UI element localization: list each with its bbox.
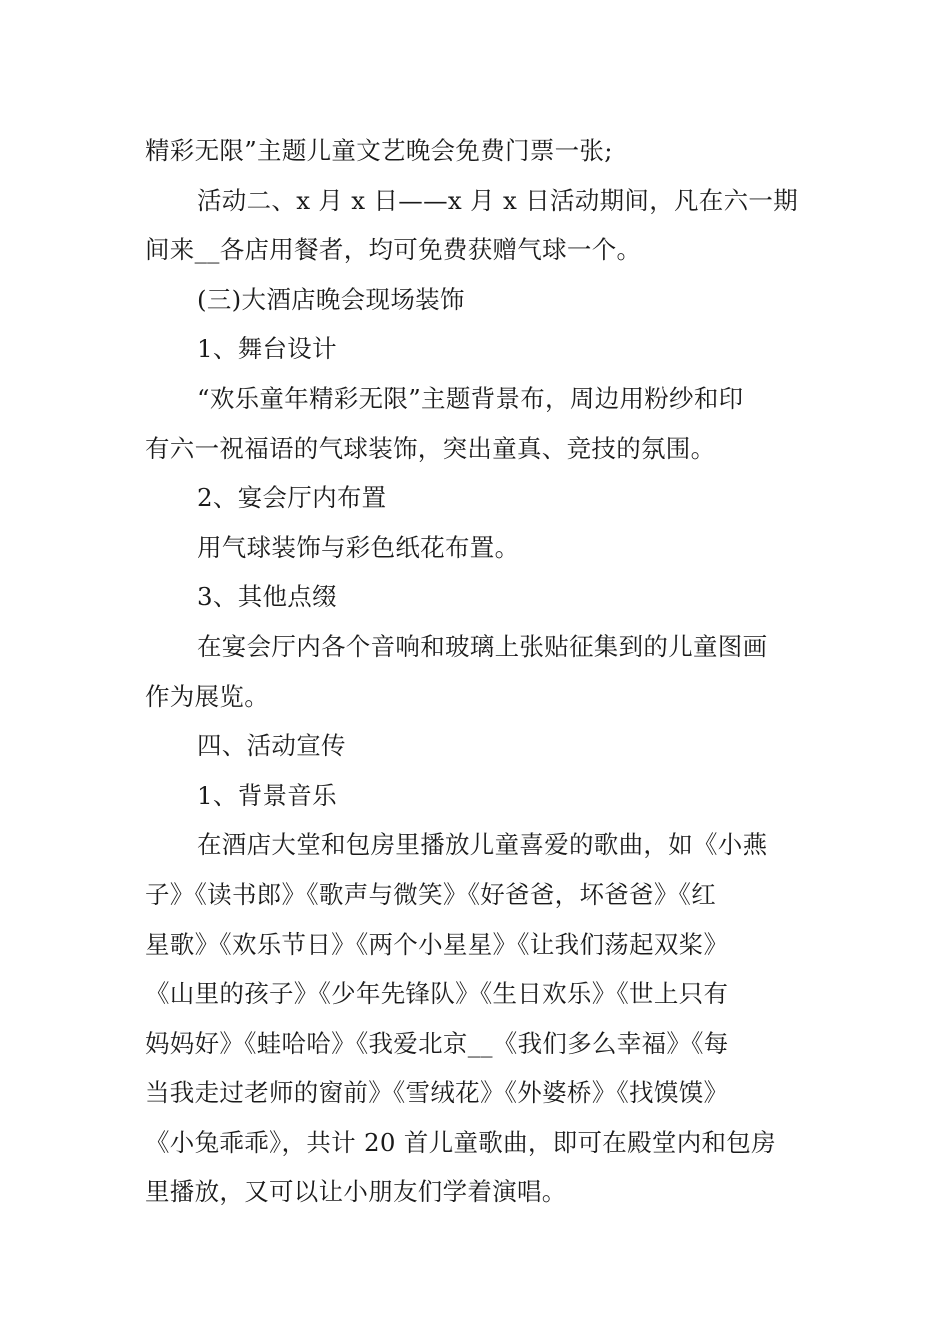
- text-line: 间来__各店用餐者，均可免费获赠气球一个。: [145, 235, 642, 265]
- text-line: 精彩无限”主题儿童文艺晚会免费门票一张;: [145, 136, 613, 165]
- text-line: 活动二、x 月 x 日——x 月 x 日活动期间，凡在六一期: [197, 185, 798, 215]
- body-text: [145, 126, 810, 1217]
- text-line: 子》《读书郎》《歌声与微笑》《好爸爸，坏爸爸》《红: [145, 879, 716, 909]
- subheading: 1、舞台设计: [197, 334, 337, 364]
- subheading: 1、背景音乐: [197, 780, 337, 810]
- subheading: 2、宴会厅内布置: [197, 483, 387, 513]
- text-line: 里播放，又可以让小朋友们学着演唱。: [145, 1177, 567, 1207]
- text-line: 《小兔乖乖》，共计 20 首儿童歌曲，即可在殿堂内和包房: [145, 1127, 776, 1157]
- subheading: 3、其他点缀: [197, 582, 337, 612]
- section-heading: 四、活动宣传: [197, 731, 346, 761]
- text-line: 用气球装饰与彩色纸花布置。: [197, 532, 520, 562]
- text-line: 在宴会厅内各个音响和玻璃上张贴征集到的儿童图画: [197, 631, 768, 661]
- text-line: 作为展览。: [145, 681, 269, 711]
- text-line: 有六一祝福语的气球装饰，突出童真、竞技的氛围。: [145, 433, 716, 463]
- text-line: 在酒店大堂和包房里播放儿童喜爱的歌曲，如《小燕: [197, 830, 768, 860]
- text-line: 星歌》《欢乐节日》《两个小星星》《让我们荡起双桨》: [145, 929, 729, 959]
- section-heading: (三)大酒店晚会现场装饰: [197, 284, 465, 314]
- text-line: “欢乐童年精彩无限”主题背景布，周边用粉纱和印: [197, 383, 744, 413]
- text-line: 《山里的孩子》《少年先锋队》《生日欢乐》《世上只有: [145, 979, 729, 1009]
- text-line: 当我走过老师的窗前》《雪绒花》《外婆桥》《找馍馍》: [145, 1078, 729, 1108]
- text-line: 妈妈好》《蛙哈哈》《我爱北京__《我们多么幸福》《每: [145, 1028, 729, 1058]
